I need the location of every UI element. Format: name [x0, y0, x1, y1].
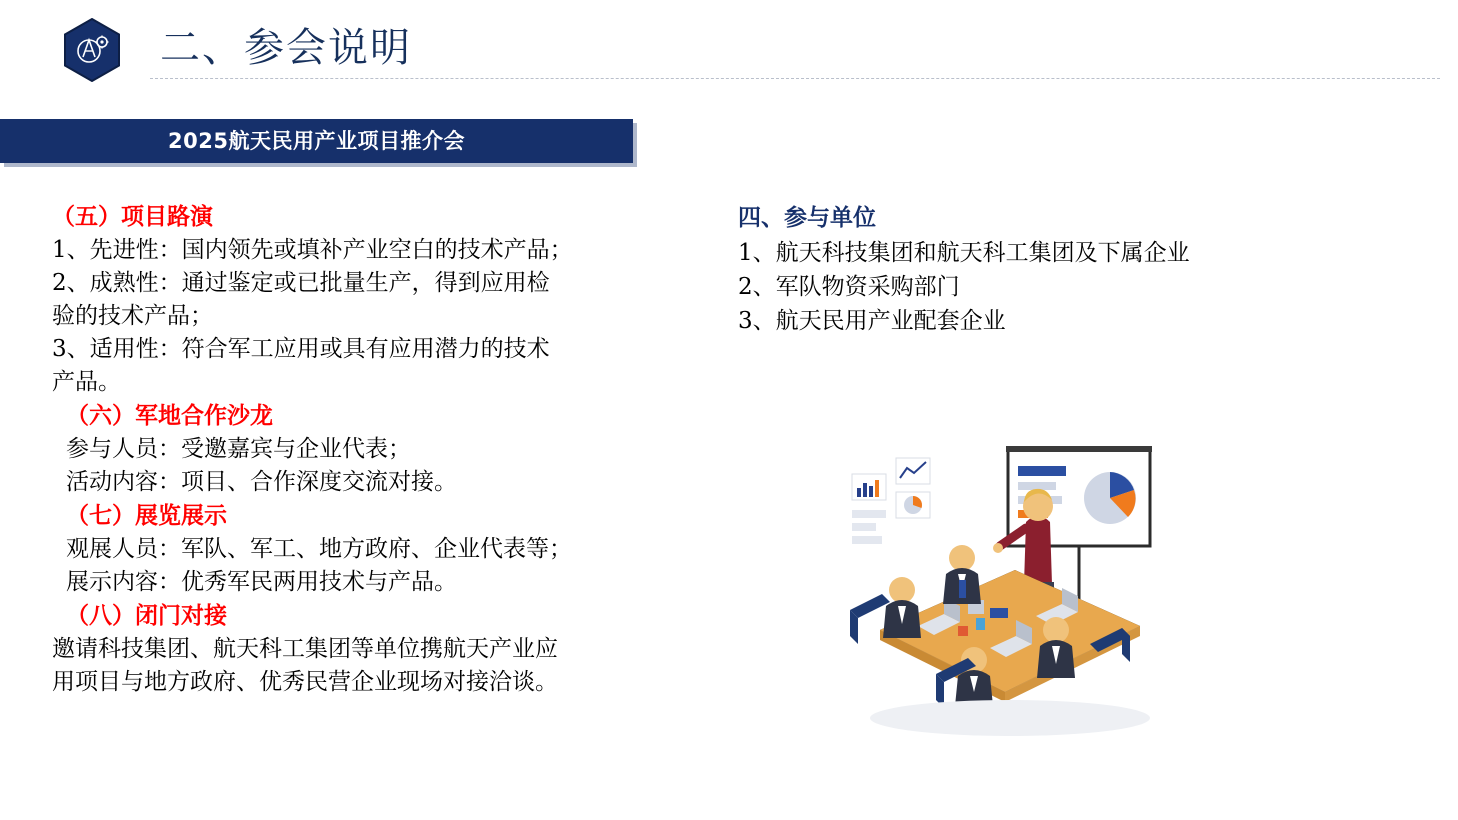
event-banner-title: 2025航天民用产业项目推介会	[168, 129, 465, 153]
section-heading-six: （六）军地合作沙龙	[66, 403, 273, 429]
section-seven-line-1: 观展人员：军队、军工、地方政府、企业代表等；	[66, 536, 572, 562]
page-title: 二、参会说明	[160, 25, 412, 71]
section-eight-line-2: 用项目与地方政府、优秀民营企业现场对接洽谈。	[52, 669, 558, 695]
section-five-line-1: 1、先进性：国内领先或填补产业空白的技术产品；	[52, 237, 573, 263]
section-five-line-2: 2、成熟性：通过鉴定或已批量生产，得到应用检	[52, 270, 550, 296]
participants-item-1: 1、航天科技集团和航天科工集团及下属企业	[738, 240, 1190, 266]
page-header	[0, 0, 1458, 92]
business-meeting-presentation-illustration	[840, 430, 1210, 760]
seated-figure-back-left	[943, 545, 981, 604]
wall-chart-group	[852, 458, 930, 544]
section-heading-eight: （八）闭门对接	[66, 603, 227, 629]
section-six-line-2: 活动内容：项目、合作深度交流对接。	[66, 469, 457, 495]
participants-item-3: 3、航天民用产业配套企业	[738, 308, 1006, 334]
section-five-line-3: 验的技术产品；	[52, 303, 213, 329]
participants-heading: 四、参与单位	[738, 205, 876, 231]
section-heading-seven: （七）展览展示	[66, 503, 227, 529]
section-five-line-5: 产品。	[52, 369, 121, 395]
left-content-column	[52, 200, 702, 699]
event-banner	[0, 119, 633, 163]
section-eight-line-1: 邀请科技集团、航天科工集团等单位携航天产业应	[52, 636, 558, 662]
section-heading-five: （五）项目路演	[52, 204, 213, 230]
section-six-line-1: 参与人员：受邀嘉宾与企业代表；	[66, 436, 411, 462]
hexagon-emblem-icon	[63, 18, 121, 82]
participants-item-2: 2、军队物资采购部门	[738, 274, 960, 300]
section-five-line-4: 3、适用性：符合军工应用或具有应用潜力的技术	[52, 336, 550, 362]
header-divider	[150, 78, 1440, 79]
seated-figure-left	[883, 577, 921, 638]
section-seven-line-2: 展示内容：优秀军民两用技术与产品。	[66, 569, 457, 595]
right-content-column	[738, 200, 1338, 338]
